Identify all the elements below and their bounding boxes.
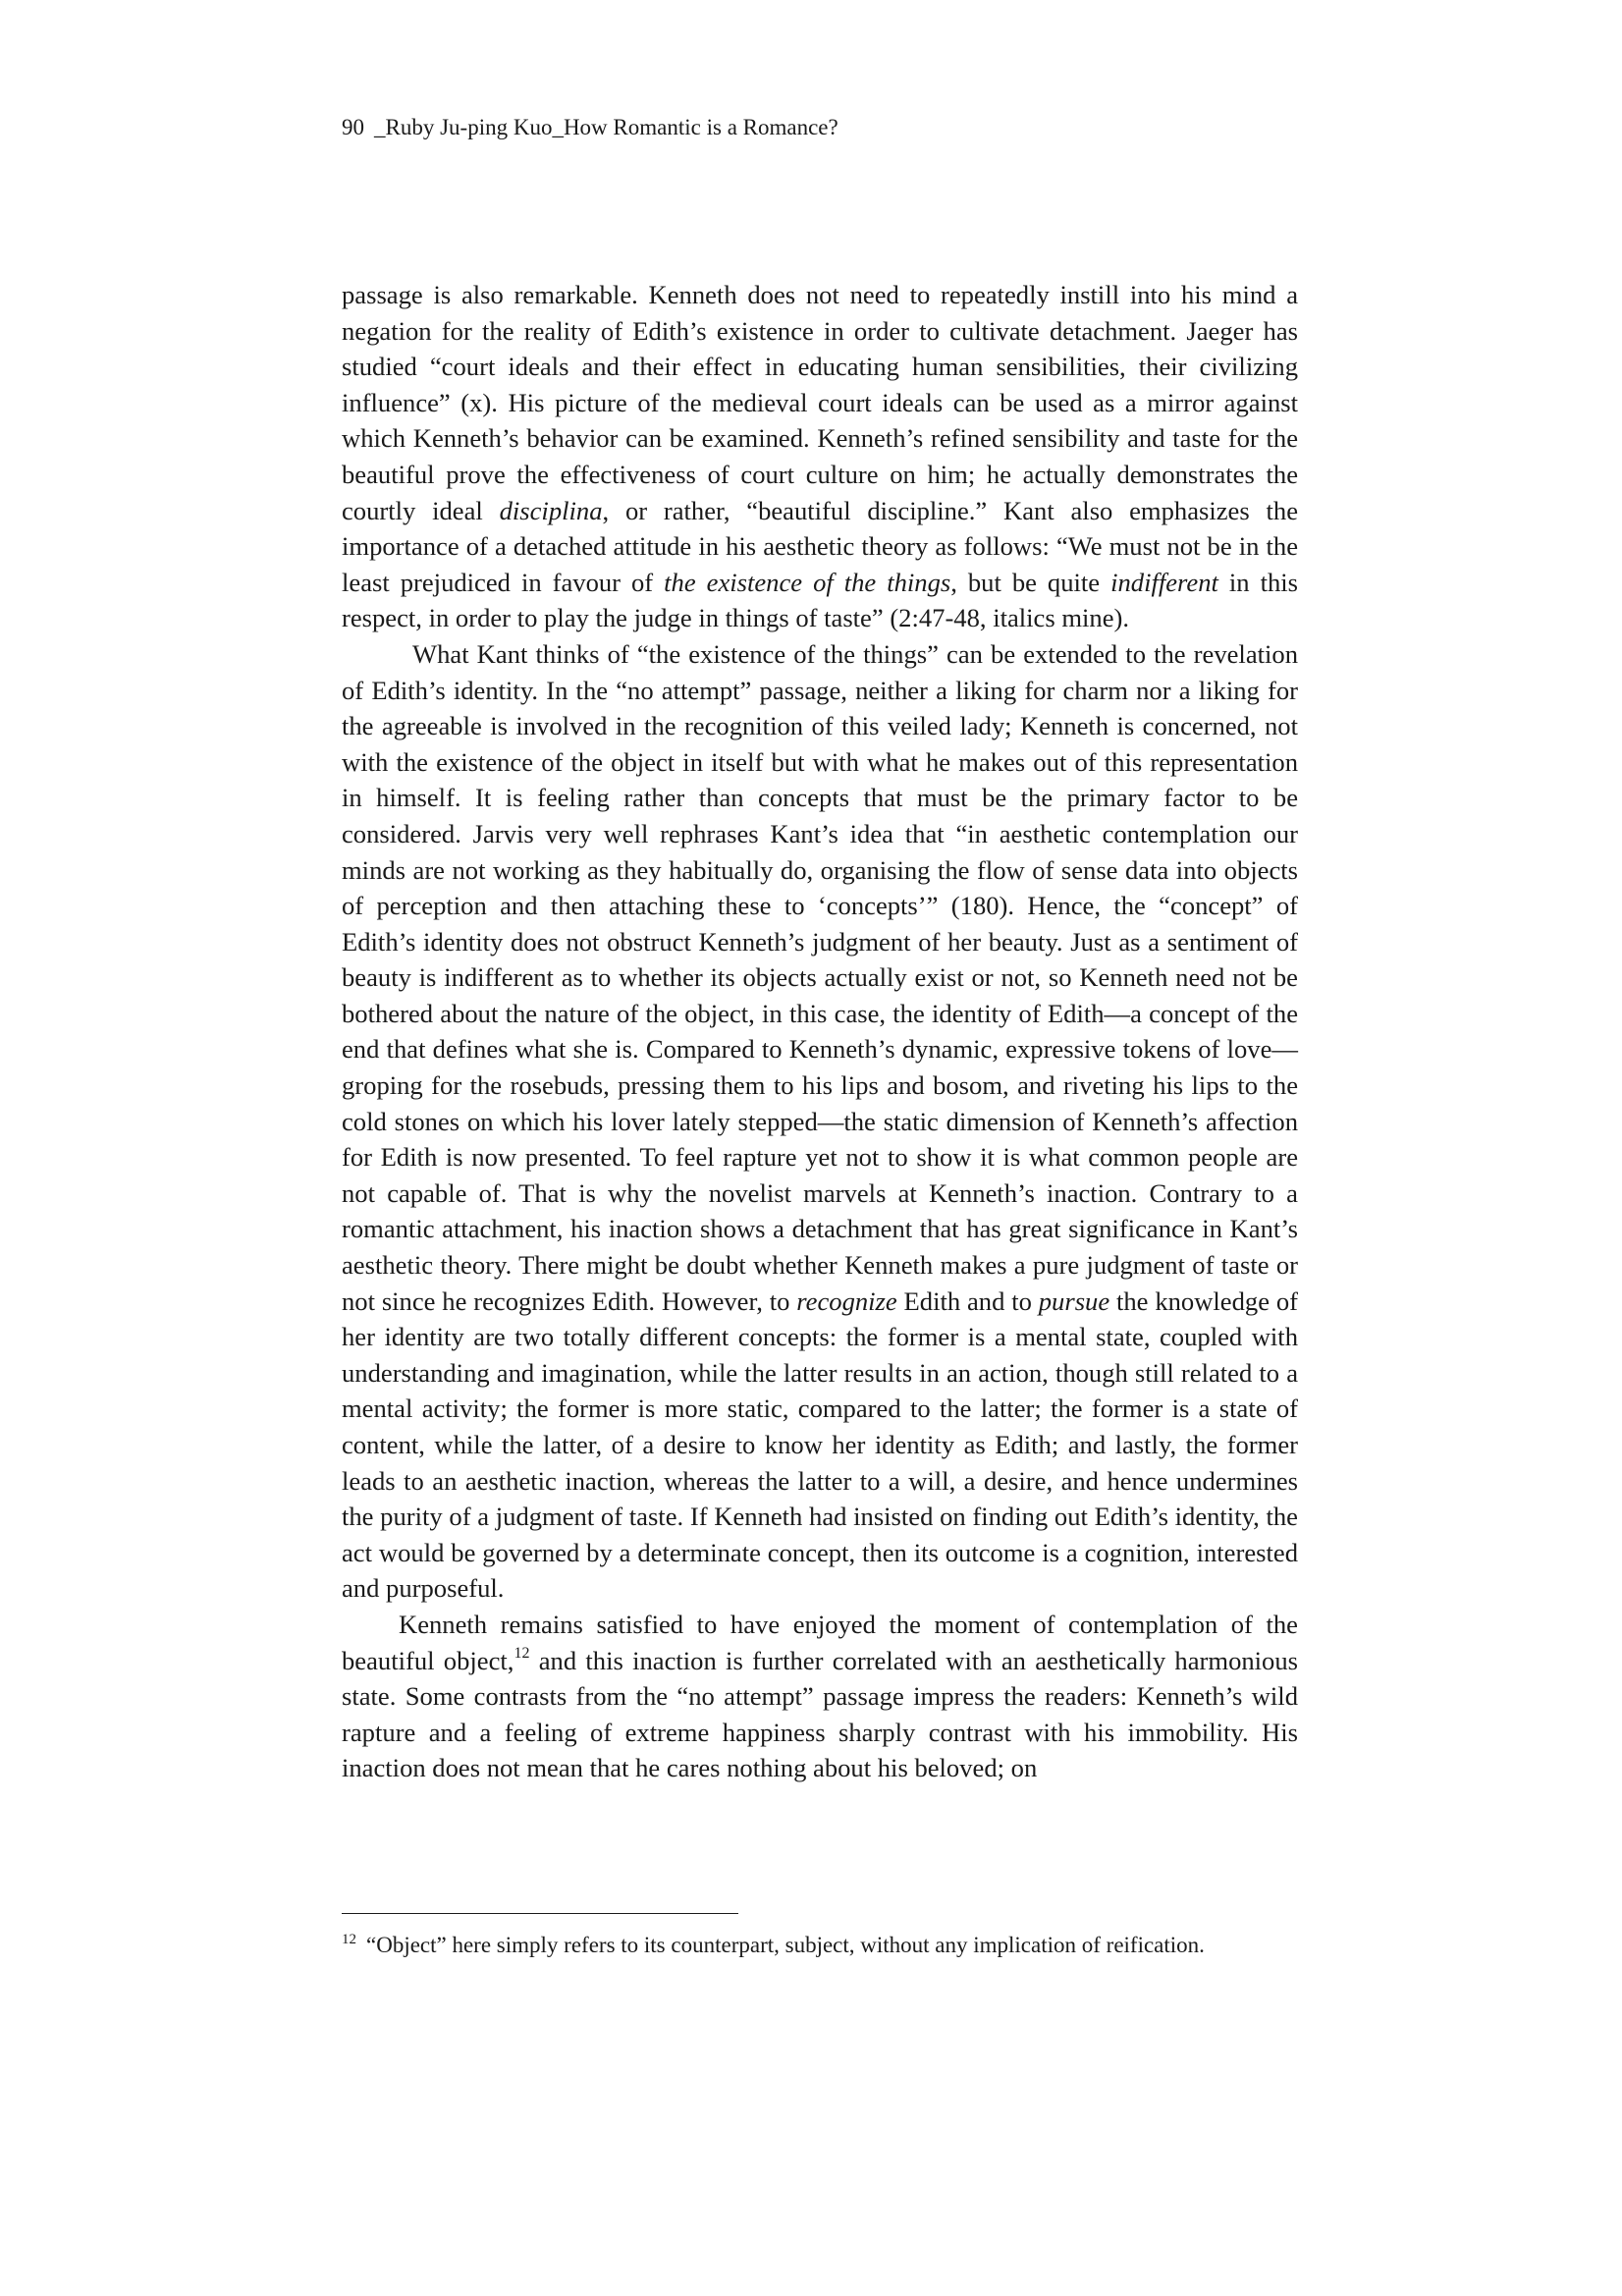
italic-run: recognize [796,1285,897,1316]
paragraph-2 [342,636,1298,1607]
paragraph-1 [342,277,1298,636]
footnote-marker: 12 [342,1932,356,1947]
italic-run: pursue [1038,1285,1110,1316]
italic-run: disciplina [499,495,603,525]
text-run: and this inaction is further correlated with an aesthetically harmonious state. Some contrasts from the “no attempt” passage impress the readers: Kenneth’s wild rapture and a feeling of extreme happiness sharply contrast with his immobility. His inaction does not mean that he cares nothing about his beloved; on [342,1645,1298,1783]
footnote-text: “Object” here simply refers to its counterpart, subject, without any implication of reification. [366,1933,1205,1957]
text-run: passage is also remarkable. Kenneth does not need to repeatedly instill into his mind a negation for the reality of Edith’s existence in order to cultivate detachment. Jaeger has studied “court ideals and their effect in educating human sensibilities, their civilizing influence” (x). His picture of the medieval court ideals can be used as a mirror against which Kenneth’s behavior can be examined. Kenneth’s refined sensibility and taste for the beautiful prove the effectiveness of court culture on him; he actually demonstrates the courtly ideal [342,280,1298,525]
footnote-12 [342,1931,1314,1960]
text-run: Kenneth remains satisfied to have enjoyed the moment of contemplation of the beautiful object, [342,1609,1298,1675]
paragraph-3 [342,1607,1298,1786]
text-run: What Kant thinks of “the existence of the things” can be extended to the revelation of Edith’s identity. In the “no attempt” passage, neither a liking for charm nor a liking for the agreeable is involved in the recognition of this veiled lady; Kenneth is concerned, not with the existence of the object in itself but with what he makes out of this representation in himself. It is feeling rather than concepts that must be the primary factor to be considered. Jarvis very well rephrases Kant’s idea that “in aesthetic contemplation our minds are not working as they habitually do, organising the flow of sense data into objects of perception and then attaching these to ‘concepts’” (180). Hence, the “concept” of Edith’s identity does not obstruct Kenneth’s judgment of her beauty. Just as a sentiment of beauty is indifferent as to whether its objects actually exist or not, so Kenneth need not be bothered about the nature of the object, in this case, the identity of Edith—a concept of the end that defines what she is. Compared to Kenneth’s dynamic, expressive tokens of love—groping for the rosebuds, pressing them to his lips and bosom, and riveting his lips to the cold stones on which his lover lately stepped—the static dimension of Kenneth’s affection for Edith is now presented. To feel rapture yet not to show it is what common people are not capable of. That is why the novelist marvels at Kenneth’s inaction. Contrary to a romantic attachment, his inaction shows a detachment that has great significance in Kant’s aesthetic theory. There might be doubt whether Kenneth makes a pure judgment of taste or not since he recognizes Edith. However, to [342,638,1298,1316]
text-run: , but be quite [950,567,1111,597]
text-run: the knowledge of her identity are two totally different concepts: the former is a mental state, coupled with understanding and imagination, while the latter results in an action, though still related to a mental activity; the former is more static, compared to the latter; the former is a state of content, while the latter, of a desire to know her identity as Edith; and lastly, the former leads to an aesthetic inaction, whereas the latter to a will, a desire, and hence undermines the purity of a judgment of taste. If Kenneth had insisted on finding out Edith’s identity, the act would be governed by a determinate concept, then its outcome is a cognition, interested and purposeful. [342,1285,1298,1604]
running-head [342,114,838,141]
text-run: Edith and to [896,1285,1039,1316]
text-run: , or rather, “beautiful discipline.” Kant also emphasizes the importance of a detached attitude in his aesthetic theory as follows: “We must not be in the least prejudiced in favour of [342,495,1298,597]
body-text [342,277,1298,1786]
running-title: _Ruby Ju-ping Kuo_How Romantic is a Romance? [374,115,838,139]
text-run: in this respect, in order to play the judge in things of taste” (2:47-48, italics mine). [342,567,1299,633]
italic-run: the existence of the things [664,567,951,597]
footnote-rule [342,1913,738,1914]
page-number: 90 [342,115,364,139]
italic-run: indifferent [1110,567,1218,597]
footnote-ref: 12 [514,1644,530,1662]
